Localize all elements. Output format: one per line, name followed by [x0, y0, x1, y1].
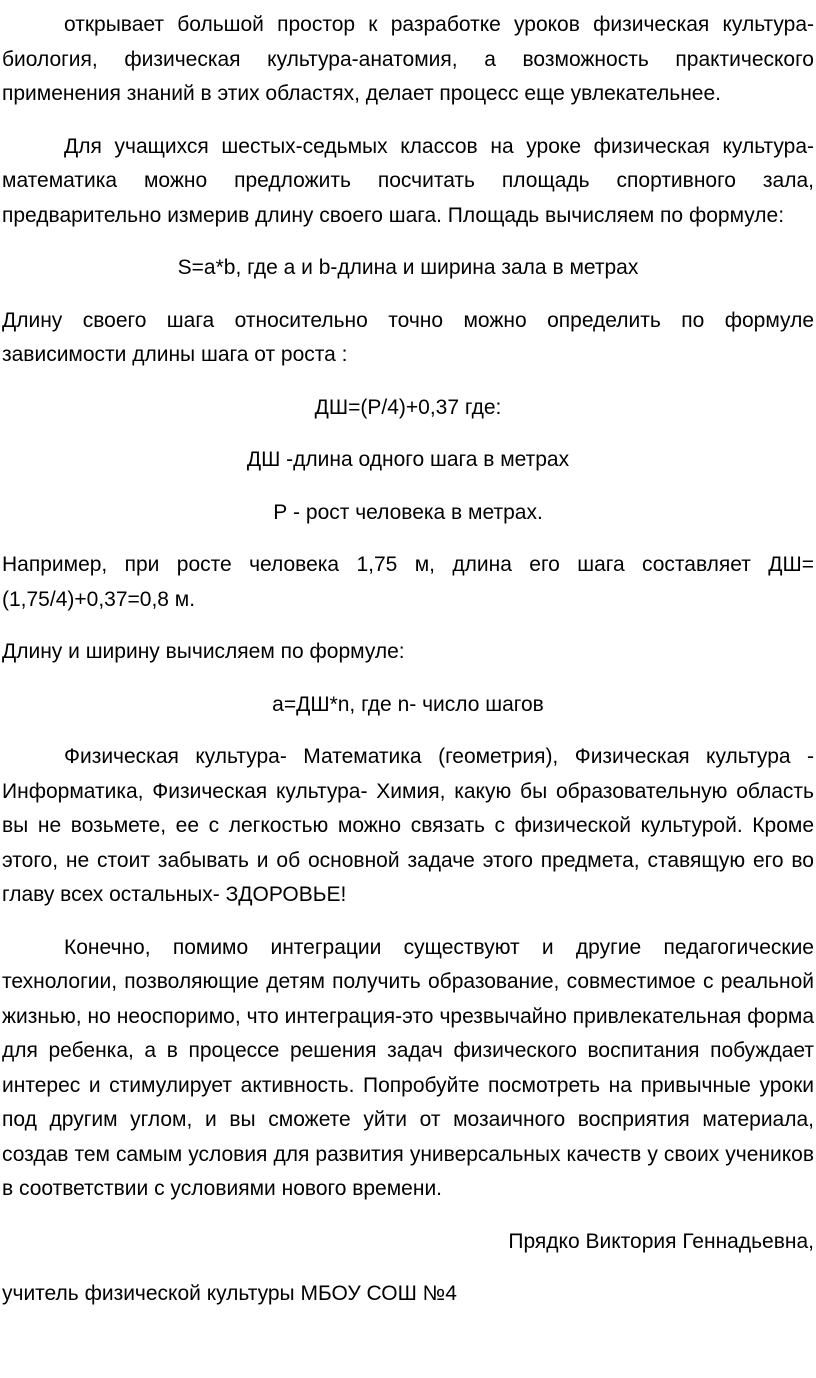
formula-step-definition: ДШ -длина одного шага в метрах [246, 448, 570, 471]
paragraph-step-length: Длину своего шага относительно точно можно определить по формуле зависимости длины шага от роста : [2, 308, 814, 366]
paragraph-continuation: открывает большой простор к разработке уроков физическая культура-биология, физическая культура-анатомия, а возможность практического применения знаний в этих областях, делает процесс еще увлекательнее. [2, 13, 814, 105]
paragraph-conclusion: Конечно, помимо интеграции существуют и другие педагогические технологии, позволяющие детям получить образование, совместимое с реальной жизнью, но неоспоримо, что интеграция-это чрезвычайно привлекательная форма для ребенка, а в процессе решения задач физического воспитания побуждает интерес и стимулирует активность. Попробуйте посмотреть на привычные уроки под другим углом, и вы сможете уйти от мозаичного восприятия материала, создав тем самым условия для развития универсальных качеств у своих учеников в соответствии с условиями нового времени. [2, 935, 814, 1200]
paragraph-math-task: Для учащихся шестых-седьмых классов на уроке физическая культура-математика можно предложить посчитать площадь спортивного зала, предварительно измерив длину своего шага. Площадь вычисляем по формуле: [2, 134, 814, 227]
paragraph-example: Например, при росте человека 1,75 м, длина его шага составляет ДШ=(1,75/4)+0,37=0,8 м. [2, 553, 814, 611]
formula-steps-count: a=ДШ*n, где n- число шагов [272, 692, 544, 716]
document-body [2, 8, 814, 1312]
author-position: учитель физической культуры МБОУ СОШ №4 [2, 1282, 457, 1305]
formula-area: S=a*b, где a и b-длина и ширина зала в метрах [177, 256, 639, 279]
author-name: Прядко Виктория Геннадьевна, [508, 1229, 814, 1253]
paragraph-integration-subjects: Физическая культура- Математика (геометрия), Физическая культура - Информатика, Физическая культура- Химия, какую бы образовательную область вы не возьмете, ее с легкостью можно связать с физической культурой. Кроме этого, не стоит забывать и об основной задаче этого предмета, ставящую его во главу всех остальных- ЗДОРОВЬЕ! [2, 745, 814, 906]
formula-step: ДШ=(Р/4)+0,37 где: [314, 395, 502, 419]
paragraph-length-width: Длину и ширину вычисляем по формуле: [2, 640, 405, 663]
formula-height-definition: Р - рост человека в метрах. [273, 500, 543, 524]
